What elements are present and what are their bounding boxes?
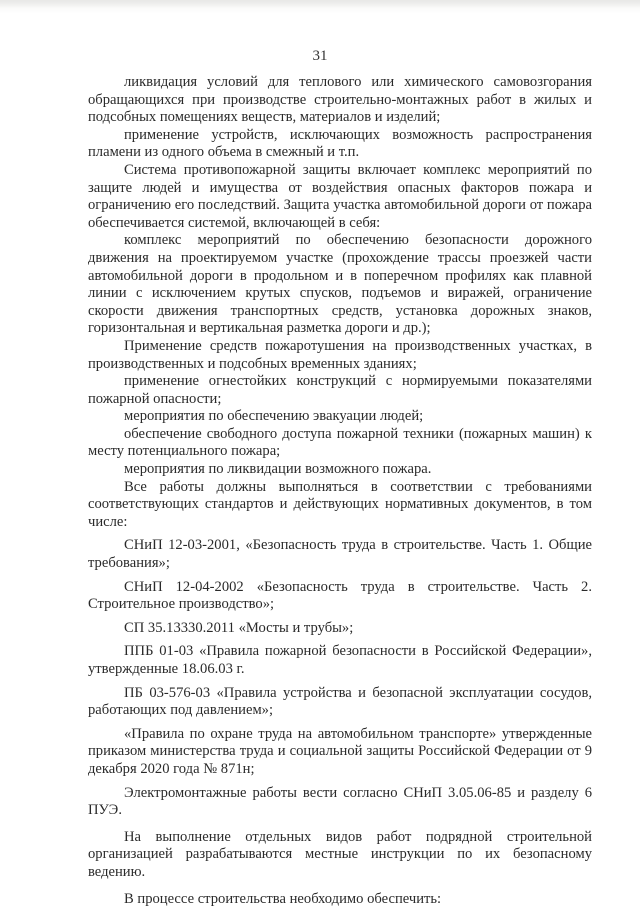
paragraph: На выполнение отдельных видов работ подрядной строительной организацией разрабатываются местные инструкции по их безопасному ведению. xyxy=(88,828,592,880)
paragraph: Все работы должны выполняться в соответствии с требованиями соответствующих стандартов и действующих нормативных документов, в том числе: xyxy=(88,478,592,530)
paragraph: ПБ 03-576-03 «Правила устройства и безопасной эксплуатации сосудов, работающих под давлением»; xyxy=(88,684,592,719)
page-number: 31 xyxy=(312,48,328,64)
paragraph: комплекс мероприятий по обеспечению безопасности дорожного движения на проектируемом участке (прохождение трассы проезжей части автомобильной дороги в продольном и в поперечном профилях как плавной линии с исключением крутых спусков, подъемов и виражей, ограничение скорости движения транспортных средств, установка дорожных знаков, горизонтальная и вертикальная разметка дороги и др.); xyxy=(88,232,592,337)
paragraph: ликвидация условий для теплового или химического самовозгорания обращающихся при производстве строительно-монтажных работ в жилых и подсобных помещениях веществ, материалов и изделий; xyxy=(88,74,592,126)
paragraph: ППБ 01-03 «Правила пожарной безопасности в Российской Федерации», утвержденные 18.06.03 г. xyxy=(88,643,592,677)
paragraph: «Правила по охране труда на автомобильном транспорте» утвержденные приказом министерства труда и социальной защиты Российской Федерации от 9 декабря 2020 года № 871н; xyxy=(88,725,592,777)
paragraph: применение устройств, исключающих возможность распространения пламени из одного объема в смежный и т.п. xyxy=(88,126,592,161)
paragraph: СП 35.13330.2011 «Мосты и трубы»; xyxy=(124,619,354,636)
paragraph: мероприятия по обеспечению эвакуации людей; xyxy=(124,408,424,425)
paragraph: В процессе строительства необходимо обеспечить: xyxy=(124,890,442,907)
paragraph: обеспечение свободного доступа пожарной техники (пожарных машин) к месту потенциального пожара; xyxy=(88,425,592,460)
paragraph: Электромонтажные работы вести согласно СНиП 3.05.06-85 и разделу 6 ПУЭ. xyxy=(88,784,592,819)
paragraph: мероприятия по ликвидации возможного пожара. xyxy=(124,461,432,478)
paragraph: СНиП 12-04-2002 «Безопасность труда в строительстве. Часть 2. Строительное производство»; xyxy=(88,578,592,613)
paragraph: Система противопожарной защиты включает комплекс мероприятий по защите людей и имущества от воздействия опасных факторов пожара и ограничению его последствий. Защита участка автомобильной дороги от пожара обеспечивается системой, включающей в себя: xyxy=(88,161,592,231)
paragraph: СНиП 12-03-2001, «Безопасность труда в строительстве. Часть 1. Общие требования»; xyxy=(88,537,592,572)
paragraph: применение огнестойких конструкций с нормируемыми показателями пожарной опасности; xyxy=(88,373,592,407)
paragraph: Применение средств пожаротушения на производственных участках, в производственных и подсобных временных зданиях; xyxy=(88,337,592,372)
page-body xyxy=(88,74,592,908)
scan-edge-shadow xyxy=(0,0,640,8)
